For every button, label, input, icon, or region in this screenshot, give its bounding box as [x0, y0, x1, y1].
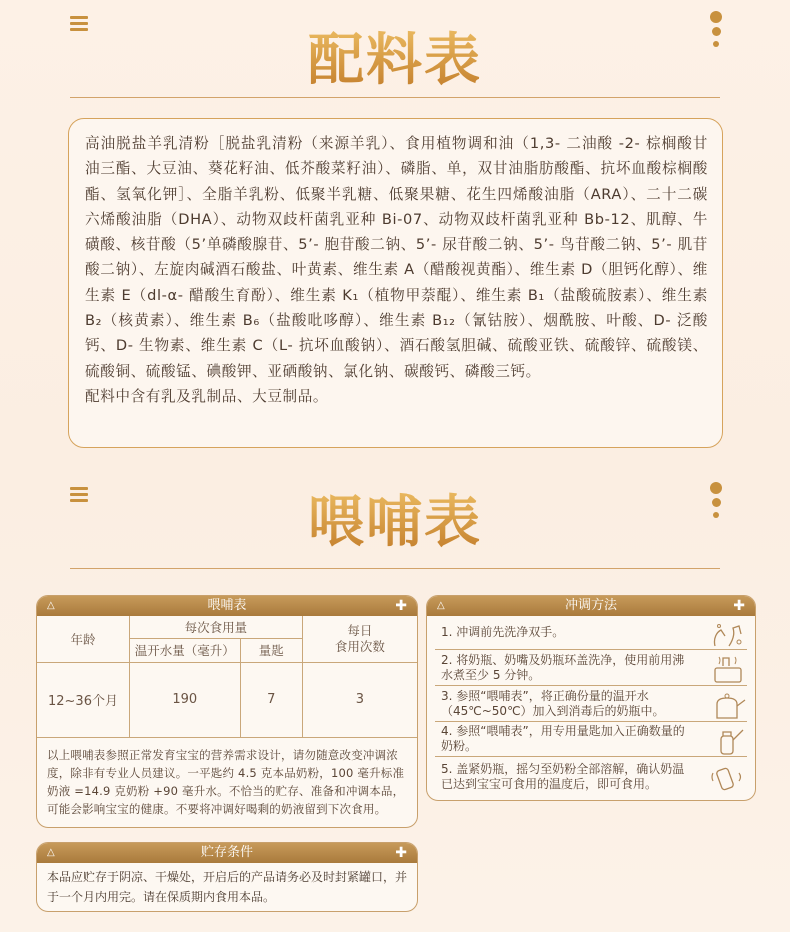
- col-daily: 每日 食用次数: [302, 616, 417, 662]
- plus-icon: ✚: [395, 598, 407, 614]
- list-item: [435, 722, 747, 757]
- storage-label: 贮存条件: [200, 845, 253, 860]
- feeding-table: [37, 616, 417, 738]
- table-row: [37, 662, 417, 737]
- divider: [70, 97, 720, 98]
- step-text: 2. 将奶瓶、奶嘴及奶瓶环盖洗净，使用前用沸水煮至少 5 分钟。: [441, 652, 685, 682]
- col-scoop: 量匙: [240, 638, 302, 662]
- plus-icon: ✚: [395, 845, 407, 861]
- triangle-icon: △: [437, 600, 445, 611]
- method-label: 冲调方法: [564, 598, 617, 613]
- col-water: 温开水量（毫升）: [129, 638, 240, 662]
- shake-bottle-icon: [709, 763, 747, 791]
- scoop-icon: [709, 728, 747, 756]
- cell-age: 12~36个月: [37, 662, 129, 737]
- cell-scoop: 7: [240, 662, 302, 737]
- ingredients-text: 高油脱盐羊乳清粉［脱盐乳清粉（来源羊乳）、食用植物调和油（1,3- 二油酸 -2- 棕榈酸甘油三酯、大豆油、葵花籽油、低芥酸菜籽油）、磷脂、单，双甘油脂肪酸酯、抗坏血酸棕榈酸酯、氢氧化钾］、全脂羊乳粉、低聚半乳糖、低聚果糖、花生四烯酸油脂（ARA）、二十二碳六烯酸油脂（DHA）、动物双歧杆菌乳亚种 Bi-07、动物双歧杆菌乳亚种 Bb-12、肌醇、牛磺酸、核苷酸（5’单磷酸腺苷、5’- 胞苷酸二钠、5’- 尿苷酸二钠、5’- 鸟苷酸二钠、5’- 肌苷酸二钠）、左旋肉碱酒石酸盐、叶黄素、维生素 A（醋酸视黄酯）、维生素 D（胆钙化醇）、维生素 E（dl-α- 醋酸生育酚）、维生素 K₁（植物甲萘醌）、维生素 B₁（盐酸硫胺素）、维生素 B₂（核黄素）、维生素 B₆（盐酸吡哆醇）、维生素 B₁₂（氰钴胺）、烟酰胺、叶酸、D- 泛酸钙、D- 生物素、维生素 C（L- 抗坏血酸钠）、酒石酸氢胆碱、硫酸亚铁、硫酸锌、硫酸镁、硫酸铜、硫酸锰、碘酸钾、亚硒酸钠、氯化钠、碳酸钙、磷酸三钙。: [85, 135, 708, 380]
- feeding-title: 喂哺表: [0, 478, 790, 558]
- plus-icon: ✚: [733, 598, 745, 614]
- step-text: 1. 冲调前先洗净双手。: [441, 625, 565, 639]
- storage-panel: [36, 842, 418, 912]
- feeding-table-panel: [36, 595, 418, 828]
- bottle-boil-icon: [709, 656, 747, 684]
- hands-icon: [709, 622, 747, 650]
- list-item: [435, 616, 747, 650]
- triangle-icon: △: [47, 847, 55, 858]
- method-header: [427, 596, 755, 616]
- cell-times: 3: [302, 662, 417, 737]
- cell-water: 190: [129, 662, 240, 737]
- ingredients-title: 配料表: [0, 16, 790, 96]
- allergen-text: 配料中含有乳及乳制品、大豆制品。: [85, 387, 329, 405]
- feeding-table-header: [37, 596, 417, 616]
- storage-header: [37, 843, 417, 863]
- list-item: [435, 757, 747, 797]
- kettle-icon: [709, 692, 747, 720]
- col-age: 年龄: [37, 616, 129, 662]
- ingredients-box: [68, 118, 723, 448]
- step-text: 5. 盖紧奶瓶，摇匀至奶粉全部溶解，确认奶温已达到宝宝可食用的温度后，即可食用。: [441, 762, 685, 791]
- feeding-table-label: 喂哺表: [207, 598, 247, 613]
- method-panel: [426, 595, 756, 801]
- divider: [70, 568, 720, 569]
- col-per-serving: 每次食用量: [129, 616, 302, 638]
- triangle-icon: △: [47, 600, 55, 611]
- list-item: [435, 686, 747, 722]
- method-steps: [427, 616, 755, 797]
- step-text: 3. 参照“喂哺表”，将正确份量的温开水（45℃~50℃）加入到消毒后的奶瓶中。: [441, 688, 665, 718]
- feeding-note: 以上喂哺表参照正常发育宝宝的营养需求设计，请勿随意改变冲调浓度，除非有专业人员建议。一平匙约 4.5 克本品奶粉，100 毫升标准奶液 =14.9 克奶粉 +90 毫升水。不恰当的贮存、准备和冲调本品，可能会影响宝宝的健康。不要将冲调好喝剩的奶液留到下次食用。: [47, 747, 405, 816]
- list-item: [435, 650, 747, 686]
- step-text: 4. 参照“喂哺表”，用专用量匙加入正确数量的奶粉。: [441, 724, 685, 753]
- storage-text: 本品应贮存于阴凉、干燥处，开启后的产品请务必及时封紧罐口，并于一个月内用完。请在保质期内食用本品。: [47, 870, 408, 904]
